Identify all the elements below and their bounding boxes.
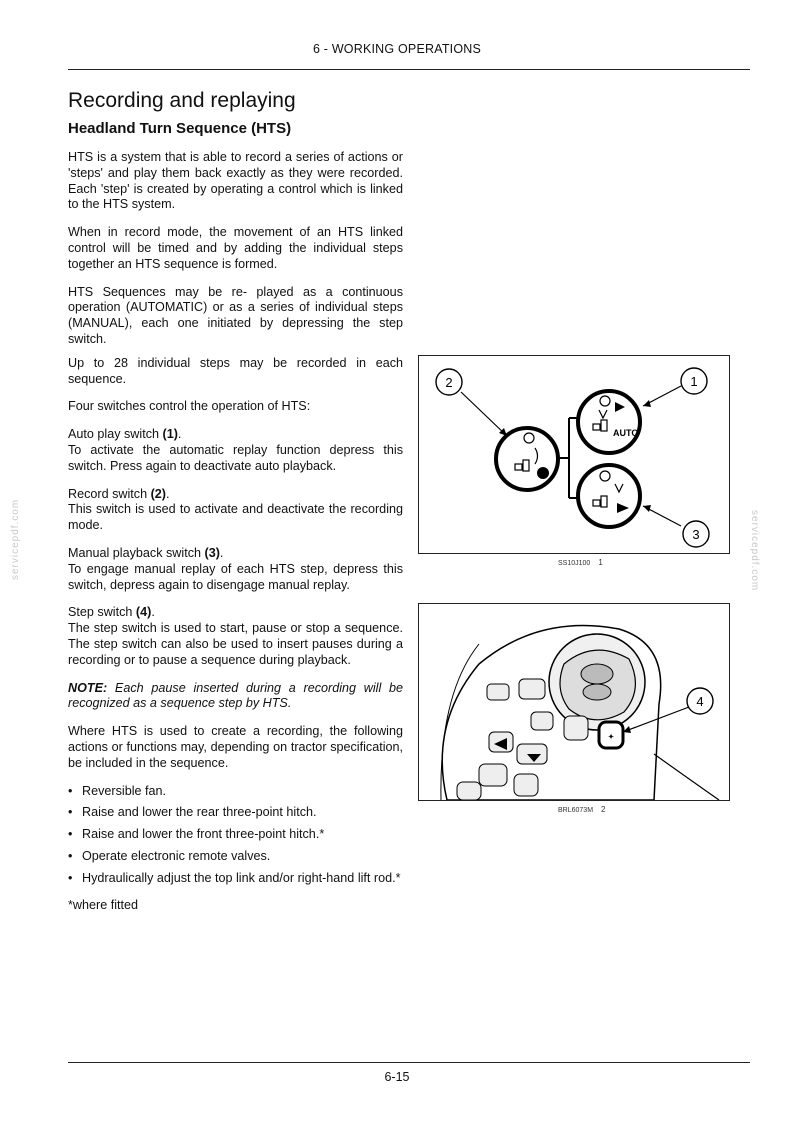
paragraph-switches-intro: Four switches control the operation of HTS:: [68, 399, 311, 414]
actions-list: [68, 784, 403, 887]
note: [68, 681, 403, 713]
auto-play-switch-icon: [578, 391, 640, 453]
switch-name: Record switch: [68, 486, 151, 501]
switch-desc: This switch is used to activate and deactivate the recording mode.: [68, 502, 403, 533]
step-switch-icon: [599, 722, 623, 748]
section-title: Recording and replaying: [68, 89, 296, 112]
paragraph-recording-actions: Where HTS is used to create a recording, the following actions or functions may, depending on tractor specification, be included in the sequence.: [68, 724, 403, 770]
switch-ref: (2): [150, 486, 166, 501]
switch-name: Auto play switch: [68, 427, 163, 442]
bullet: •: [68, 783, 73, 798]
svg-text:3: 3: [692, 527, 700, 542]
callout-2: [436, 369, 462, 395]
bullet: •: [68, 848, 73, 863]
svg-text:1: 1: [690, 374, 698, 389]
running-header: 6 - WORKING OPERATIONS: [312, 42, 482, 56]
page-number: 6-15: [384, 1070, 410, 1084]
main-text-column: [68, 150, 403, 926]
record-switch-icon: [496, 428, 558, 490]
note-text: Each pause inserted during a recording will be recognized as a sequence step by HTS.: [68, 680, 403, 711]
switch-desc: The step switch is used to start, pause or stop a sequence. The step switch can also be used to insert pauses during a recording or to pause a sequence during playback.: [68, 621, 403, 667]
list-item: • Operate electronic remote valves.: [68, 848, 271, 863]
figure-2-caption: [558, 805, 605, 814]
list-item: • Raise and lower the front three-point hitch.*: [68, 827, 325, 842]
sub-title: Headland Turn Sequence (HTS): [68, 120, 292, 137]
switch-desc: To engage manual replay of each HTS step, depress this switch, depress again to disengage manual replay.: [68, 561, 403, 592]
paragraph-intro: HTS is a system that is able to record a series of actions or 'steps' and play them back exactly as they were recorded. Each 'step' is created by operating a control which is linked to the HTS system.: [68, 150, 403, 212]
callout-1: [681, 368, 707, 394]
header-rule: [68, 69, 750, 70]
switch-ref: (4): [135, 605, 152, 620]
paragraph-step-limit: Up to 28 individual steps may be recorded in each sequence.: [68, 355, 403, 386]
footer-rule: [68, 1062, 750, 1063]
paragraph-replay-modes: HTS Sequences may be re- played as a continuous operation (AUTOMATIC) or as a series of individual steps (MANUAL), each one initiated by depressing the step switch.: [68, 284, 403, 346]
callout-4: [687, 688, 713, 714]
switch-manual-playback: Manual playback switch (3). To engage manual replay of each HTS step, depress this switch, depress again to disengage manual replay.: [68, 545, 403, 592]
paragraph-record-mode: When in record mode, the movement of an HTS linked control will be timed and by adding the individual steps together an HTS sequence is formed.: [68, 225, 403, 271]
note-label: NOTE:: [68, 680, 108, 695]
switch-step: Step switch (4). The step switch is used to start, pause or stop a sequence. The step switch can also be used to insert pauses during a recording or to pause a sequence during playback.: [68, 605, 403, 667]
watermark-right: servicepdf.com: [749, 510, 760, 592]
figure-hts-switches: [418, 355, 730, 554]
manual-playback-switch-icon: [578, 465, 640, 527]
auto-label: AUTO: [613, 428, 639, 438]
switch-ref: (1): [162, 427, 178, 442]
control-panel-illustration: [419, 604, 729, 800]
joystick-icon: [549, 634, 645, 730]
svg-text:4: 4: [696, 694, 704, 709]
caption-number: 2: [601, 805, 606, 814]
footnote: *where fitted: [68, 898, 139, 913]
switch-ref: (3): [204, 545, 220, 560]
list-item: • Hydraulically adjust the top link and/or right-hand lift rod.*: [68, 870, 401, 885]
switch-name: Manual playback switch: [68, 545, 205, 560]
figure-1-caption: [558, 558, 603, 567]
svg-text:2: 2: [445, 375, 453, 390]
caption-code: BRL6073M: [558, 807, 594, 814]
watermark-left: servicepdf.com: [10, 498, 21, 580]
caption-number: 1: [598, 558, 603, 567]
list-item: • Reversible fan.: [68, 783, 166, 798]
bullet: •: [68, 805, 73, 820]
switch-record: Record switch (2). This switch is used to activate and deactivate the recording mode.: [68, 486, 403, 533]
figure-control-panel: [418, 603, 730, 801]
bullet: •: [68, 827, 73, 842]
caption-code: SS10J100: [558, 560, 591, 567]
list-item: • Raise and lower the rear three-point hitch.: [68, 805, 317, 820]
switch-name: Step switch: [68, 605, 136, 620]
svg-text:✦: ✦: [608, 734, 614, 741]
switch-auto-play: Auto play switch (1). To activate the automatic replay function depress this switch. Press again to deactivate auto playback.: [68, 427, 403, 473]
callout-3: [683, 521, 709, 547]
switch-desc: To activate the automatic replay function depress this switch. Press again to deactivate auto playback.: [68, 442, 403, 473]
bullet: •: [68, 870, 73, 885]
hts-switches-illustration: [419, 356, 729, 553]
